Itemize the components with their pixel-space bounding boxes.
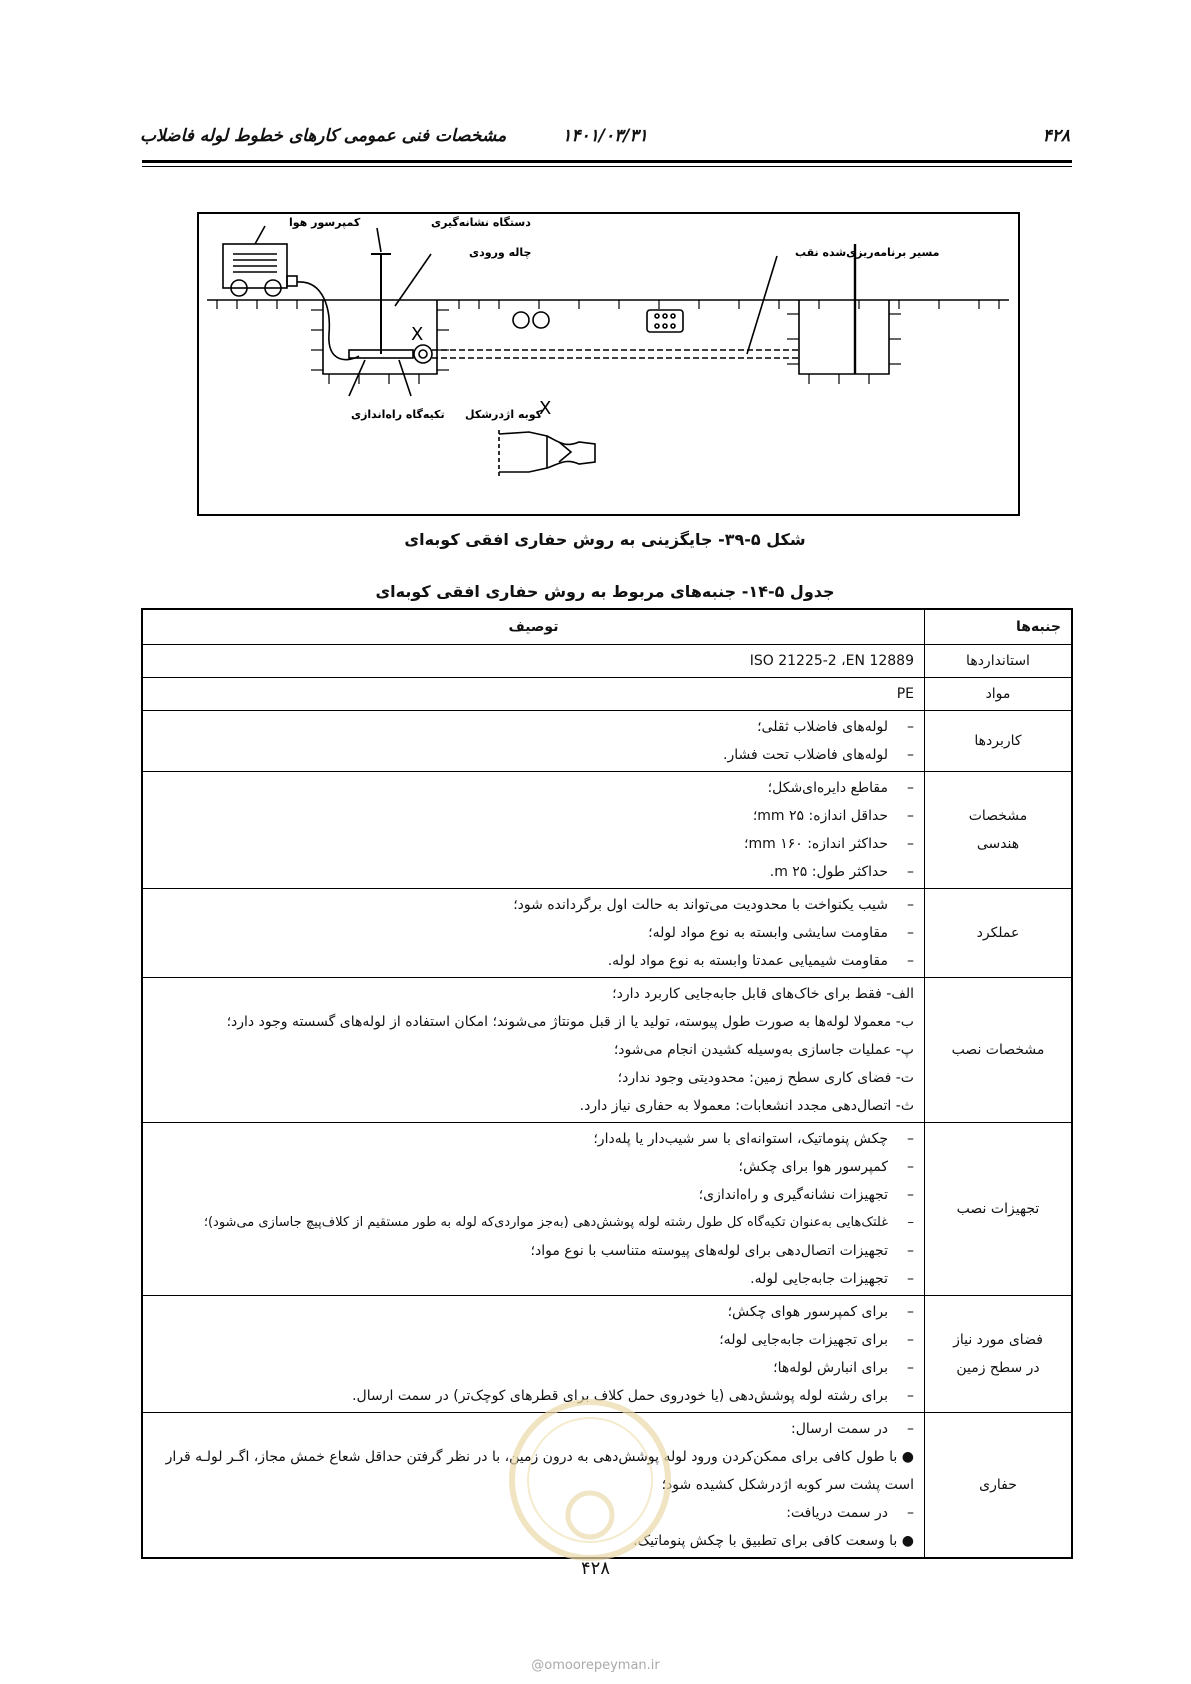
header-rule-thick bbox=[142, 160, 1072, 163]
list-item: ب- معمولا لوله‌ها به صورت طول پیوسته، تولید یا از قبل مونتاژ می‌شوند؛ امکان استفاده از لوله‌های گسسته وجود دارد؛ bbox=[226, 1014, 914, 1030]
list-item: –تجهیزات نشانه‌گیری و راه‌اندازی؛ bbox=[698, 1187, 914, 1203]
footer-site: @omoorepeyman.ir bbox=[531, 1658, 660, 1673]
row-label: تجهیزات نصب bbox=[925, 1123, 1073, 1296]
page-header bbox=[140, 126, 1070, 158]
list-item: ● با وسعت کافی برای تطبیق با چکش پنوماتیک. bbox=[633, 1533, 914, 1549]
label-tracking-device: دستگاه نشانه‌گیری bbox=[431, 216, 531, 229]
list-item: الف- فقط برای خاک‌های قابل جابه‌جایی کاربرد دارد؛ bbox=[612, 986, 914, 1002]
list-item: –مقاومت شیمیایی عمدتا وابسته به نوع مواد لوله. bbox=[607, 953, 914, 969]
table-row bbox=[142, 1123, 1072, 1296]
label-launch-base: تکیه‌گاه راه‌اندازی bbox=[351, 408, 445, 421]
svg-text:X: X bbox=[411, 324, 424, 345]
row-label: فضای مورد نیاز در سطح زمین bbox=[925, 1296, 1073, 1413]
table-row bbox=[142, 711, 1072, 772]
list-item: –مقاومت سایشی وابسته به نوع مواد لوله؛ bbox=[648, 925, 914, 941]
row-value bbox=[142, 978, 925, 1123]
receive-pit bbox=[799, 300, 889, 374]
row-label: حفاری bbox=[925, 1413, 1073, 1559]
list-item: ● با طول کافی برای ممکن‌کردن ورود لوله پوشش‌دهی به درون زمین، با در نظر گرفتن حداقل شعاع خمش مجاز، اگـر لولـه قرار است پشت سر کوبه اژدرشکل کشیده شود؛ bbox=[165, 1449, 914, 1493]
label-entry-pit: چاله ورودی bbox=[469, 246, 532, 259]
row-label: کاربردها bbox=[925, 711, 1073, 772]
list-item: –برای کمپرسور هوای چکش؛ bbox=[727, 1304, 914, 1320]
diagram-svg bbox=[199, 214, 1018, 514]
svg-text:X: X bbox=[539, 398, 552, 419]
list-item: ت- فضای کاری سطح زمین: محدودیتی وجود ندارد؛ bbox=[617, 1070, 914, 1086]
row-value bbox=[142, 889, 925, 978]
row-label: مشخصات نصب bbox=[925, 978, 1073, 1123]
list-item: –چکش پنوماتیک، استوانه‌ای با سر شیب‌دار یا پله‌دار؛ bbox=[593, 1131, 914, 1147]
table-header-row bbox=[142, 609, 1072, 645]
table-row bbox=[142, 978, 1072, 1123]
row-label: مواد bbox=[925, 678, 1073, 711]
label-hammer: کوبه اژدرشکل bbox=[465, 408, 543, 421]
watermark-seal-icon bbox=[505, 1395, 675, 1565]
list-item: –شیب یکنواخت با محدودیت می‌تواند به حالت اول برگردانده شود؛ bbox=[513, 897, 914, 913]
header-description: توصیف bbox=[142, 609, 925, 645]
header-title: مشخصات فنی عمومی کارهای خطوط لوله فاضلاب bbox=[140, 126, 507, 146]
list-item: –لوله‌های فاضلاب تحت فشار. bbox=[723, 747, 914, 763]
label-compressor: کمپرسور هوا bbox=[289, 216, 361, 229]
list-item: –حداکثر طول: ۲۵ m. bbox=[769, 864, 914, 880]
row-label: استانداردها bbox=[925, 645, 1073, 678]
table-row bbox=[142, 645, 1072, 678]
figure-caption: شکل ۵-۳۹- جایگزینی به روش حفاری افقی کوبه‌ای bbox=[404, 530, 806, 549]
list-item: –حداکثر اندازه: ۱۶۰ mm؛ bbox=[744, 836, 914, 852]
header-date: ۱۴۰۱/۰۳/۳۱ bbox=[562, 126, 648, 146]
row-label: عملکرد bbox=[925, 889, 1073, 978]
list-item: –برای انبارش لوله‌ها؛ bbox=[773, 1360, 914, 1376]
list-item: –کمپرسور هوا برای چکش؛ bbox=[738, 1159, 914, 1175]
list-item: –تجهیزات جابه‌جایی لوله. bbox=[750, 1271, 914, 1287]
list-item: –لوله‌های فاضلاب ثقلی؛ bbox=[757, 719, 914, 735]
list-item: –غلتک‌هایی به‌عنوان تکیه‌گاه کل طول رشته لوله پوشش‌دهی (به‌جز مواردی‌که لوله به طور مستقیم از کلاف‌پیچ جاسازی می‌شود)؛ bbox=[203, 1215, 914, 1230]
list-item: –تجهیزات اتصال‌دهی برای لوله‌های پیوسته متناسب با نوع مواد؛ bbox=[530, 1243, 914, 1259]
header-page-number: ۴۲۸ bbox=[1042, 126, 1070, 146]
row-value: ISO 21225-2 ،EN 12889 bbox=[142, 645, 925, 678]
list-item: –در سمت ارسال: bbox=[790, 1421, 914, 1437]
figure-diagram bbox=[197, 212, 1020, 516]
table-row bbox=[142, 678, 1072, 711]
list-item: –مقاطع دایره‌ای‌شکل؛ bbox=[767, 780, 914, 796]
footer-page-number: ۴۲۸ bbox=[580, 1558, 610, 1579]
hammer-head bbox=[414, 345, 432, 363]
table-caption: جدول ۵-۱۴- جنبه‌های مربوط به روش حفاری افقی کوبه‌ای bbox=[375, 582, 835, 601]
list-item: –حداقل اندازه: ۲۵ mm؛ bbox=[752, 808, 914, 824]
row-value bbox=[142, 1123, 925, 1296]
header-rule-thin bbox=[142, 166, 1072, 167]
table-row bbox=[142, 772, 1072, 889]
list-item: –برای تجهیزات جابه‌جایی لوله؛ bbox=[719, 1332, 914, 1348]
row-value bbox=[142, 772, 925, 889]
row-value bbox=[142, 711, 925, 772]
list-item: –برای رشته لوله پوشش‌دهی (یا خودروی حمل کلاف برای قطرهای کوچک‌تر) در سمت ارسال. bbox=[352, 1388, 914, 1404]
ground-hatch bbox=[217, 300, 999, 309]
list-item: –در سمت دریافت: bbox=[786, 1505, 914, 1521]
list-item: ث- اتصال‌دهی مجدد انشعابات: معمولا به حفاری نیاز دارد. bbox=[579, 1098, 914, 1114]
row-value: PE bbox=[142, 678, 925, 711]
header-aspects: جنبه‌ها bbox=[925, 609, 1073, 645]
table-row bbox=[142, 889, 1072, 978]
list-item: پ- عملیات جاسازی به‌وسیله کشیدن انجام می‌شود؛ bbox=[613, 1042, 914, 1058]
label-planned-path: مسیر برنامه‌ریزی‌شده نقب bbox=[795, 246, 940, 259]
row-label: مشخصات هندسی bbox=[925, 772, 1073, 889]
air-hose bbox=[297, 282, 359, 360]
